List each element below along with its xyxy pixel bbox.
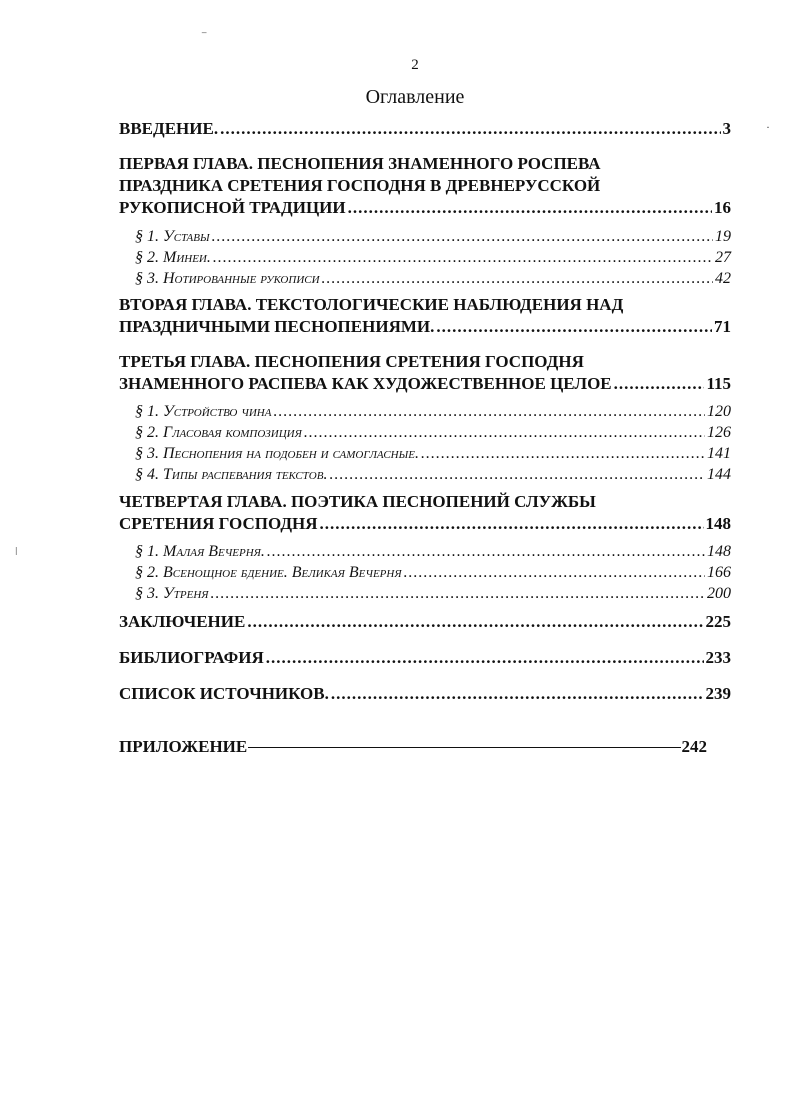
entry-page: 115	[706, 374, 731, 393]
subentry-label: § 3. Утреня	[135, 585, 209, 602]
leader-dots	[404, 562, 705, 583]
subentry-label: § 4. Типы распевания текстов.	[135, 466, 328, 483]
subentry-label: § 1. Уставы	[135, 228, 210, 245]
subentry-label: § 1. Малая Вечерня.	[135, 543, 265, 560]
page-number: 2	[411, 57, 419, 73]
scan-mark: ǀ	[15, 544, 18, 558]
toc-subentries-chapter-3	[119, 401, 731, 485]
toc-entry-intro[interactable]	[119, 118, 731, 140]
entry-label-line: ПЕРВАЯ ГЛАВА. ПЕСНОПЕНИЯ ЗНАМЕННОГО РОСПЕВА	[119, 154, 601, 173]
entry-label-line: СРЕТЕНИЯ ГОСПОДНЯ	[119, 514, 318, 533]
toc-subentry[interactable]	[135, 401, 731, 422]
entry-page: 239	[705, 684, 731, 703]
subentry-page: 19	[715, 228, 731, 245]
entry-page: 148	[705, 514, 731, 533]
subentry-page: 141	[707, 445, 731, 462]
entry-page: 225	[705, 612, 731, 631]
leader-dots	[304, 422, 705, 443]
leader-dots	[348, 197, 712, 219]
subentry-page: 148	[707, 543, 731, 560]
toc-entry-bibliography[interactable]	[119, 647, 731, 669]
toc-entry-sources[interactable]	[119, 683, 731, 705]
toc-subentry[interactable]	[135, 247, 731, 268]
leader-underline	[248, 747, 680, 748]
subentry-label: § 1. Устройство чина	[135, 403, 272, 420]
toc-subentry[interactable]	[135, 464, 731, 485]
subentry-page: 144	[707, 466, 731, 483]
leader-dots	[320, 513, 704, 535]
entry-page: 233	[705, 648, 731, 667]
subentry-label: § 2. Всенощное бдение. Великая Вечерня	[135, 564, 402, 581]
leader-dots	[331, 683, 704, 705]
subentry-page: 120	[707, 403, 731, 420]
toc-subentry[interactable]	[135, 422, 731, 443]
leader-dots	[322, 268, 713, 289]
toc-subentry[interactable]	[135, 443, 731, 464]
subentry-page: 200	[707, 585, 731, 602]
toc-entry-chapter-1[interactable]	[119, 153, 731, 219]
entry-label-line: ЗНАМЕННОГО РАСПЕВА КАК ХУДОЖЕСТВЕННОЕ ЦЕЛОЕ	[119, 374, 612, 393]
toc-entry-chapter-4[interactable]	[119, 491, 731, 535]
leader-dots	[220, 118, 720, 140]
leader-dots	[436, 316, 712, 338]
subentry-page: 166	[707, 564, 731, 581]
entry-page: 71	[714, 317, 731, 336]
toc-subentry[interactable]	[135, 562, 731, 583]
leader-dots	[273, 401, 705, 422]
subentry-label: § 3. Нотированные рукописи	[135, 270, 320, 287]
entry-label: ПРИЛОЖЕНИЕ	[119, 737, 248, 756]
entry-page: 242	[681, 737, 707, 756]
subentry-page: 27	[715, 249, 731, 266]
subentry-label: § 3. Песнопения на подобен и самогласные.	[135, 445, 419, 462]
subentry-label: § 2. Минеи.	[135, 249, 211, 266]
entry-label-line: ПРАЗДНИЧНЫМИ ПЕСНОПЕНИЯМИ.	[119, 317, 435, 336]
leader-dots	[247, 611, 703, 633]
entry-label-line: ПРАЗДНИКА СРЕТЕНИЯ ГОСПОДНЯ В ДРЕВНЕРУССКОЙ	[119, 176, 601, 195]
leader-dots	[267, 541, 705, 562]
subentry-page: 126	[707, 424, 731, 441]
scan-mark: ⁻	[201, 28, 208, 42]
subentry-label: § 2. Гласовая композиция	[135, 424, 302, 441]
leader-dots	[211, 583, 706, 604]
leader-dots	[421, 443, 705, 464]
toc-entry-appendix[interactable]	[119, 736, 707, 758]
entry-label-line: РУКОПИСНОЙ ТРАДИЦИИ	[119, 198, 346, 217]
entry-label: ВВЕДЕНИЕ.	[119, 119, 219, 138]
entry-label-line: ВТОРАЯ ГЛАВА. ТЕКСТОЛОГИЧЕСКИЕ НАБЛЮДЕНИЯ НАД	[119, 295, 624, 314]
entry-label: ЗАКЛЮЧЕНИЕ	[119, 612, 246, 631]
leader-dots	[213, 247, 713, 268]
toc-entry-chapter-3[interactable]	[119, 351, 731, 395]
toc-entry-conclusion[interactable]	[119, 611, 731, 633]
toc-title: Оглавление	[365, 86, 465, 108]
toc-subentries-chapter-4	[119, 541, 731, 604]
toc-subentry[interactable]	[135, 268, 731, 289]
scan-mark: ·	[766, 120, 770, 134]
subentry-page: 42	[715, 270, 731, 287]
toc-entry-chapter-2[interactable]	[119, 294, 731, 338]
entry-page: 3	[722, 119, 731, 138]
toc-subentries-chapter-1	[119, 226, 731, 289]
entry-label: БИБЛИОГРАФИЯ	[119, 648, 264, 667]
entry-label: СПИСОК ИСТОЧНИКОВ.	[119, 684, 329, 703]
entry-page: 16	[714, 198, 731, 217]
leader-dots	[329, 464, 705, 485]
leader-dots	[266, 647, 704, 669]
toc-subentry[interactable]	[135, 541, 731, 562]
leader-dots	[212, 226, 713, 247]
leader-dots	[614, 373, 705, 395]
entry-label-line: ТРЕТЬЯ ГЛАВА. ПЕСНОПЕНИЯ СРЕТЕНИЯ ГОСПОДНЯ	[119, 352, 584, 371]
entry-label-line: ЧЕТВЕРТАЯ ГЛАВА. ПОЭТИКА ПЕСНОПЕНИЙ СЛУЖБЫ	[119, 492, 596, 511]
toc-subentry[interactable]	[135, 583, 731, 604]
toc-subentry[interactable]	[135, 226, 731, 247]
